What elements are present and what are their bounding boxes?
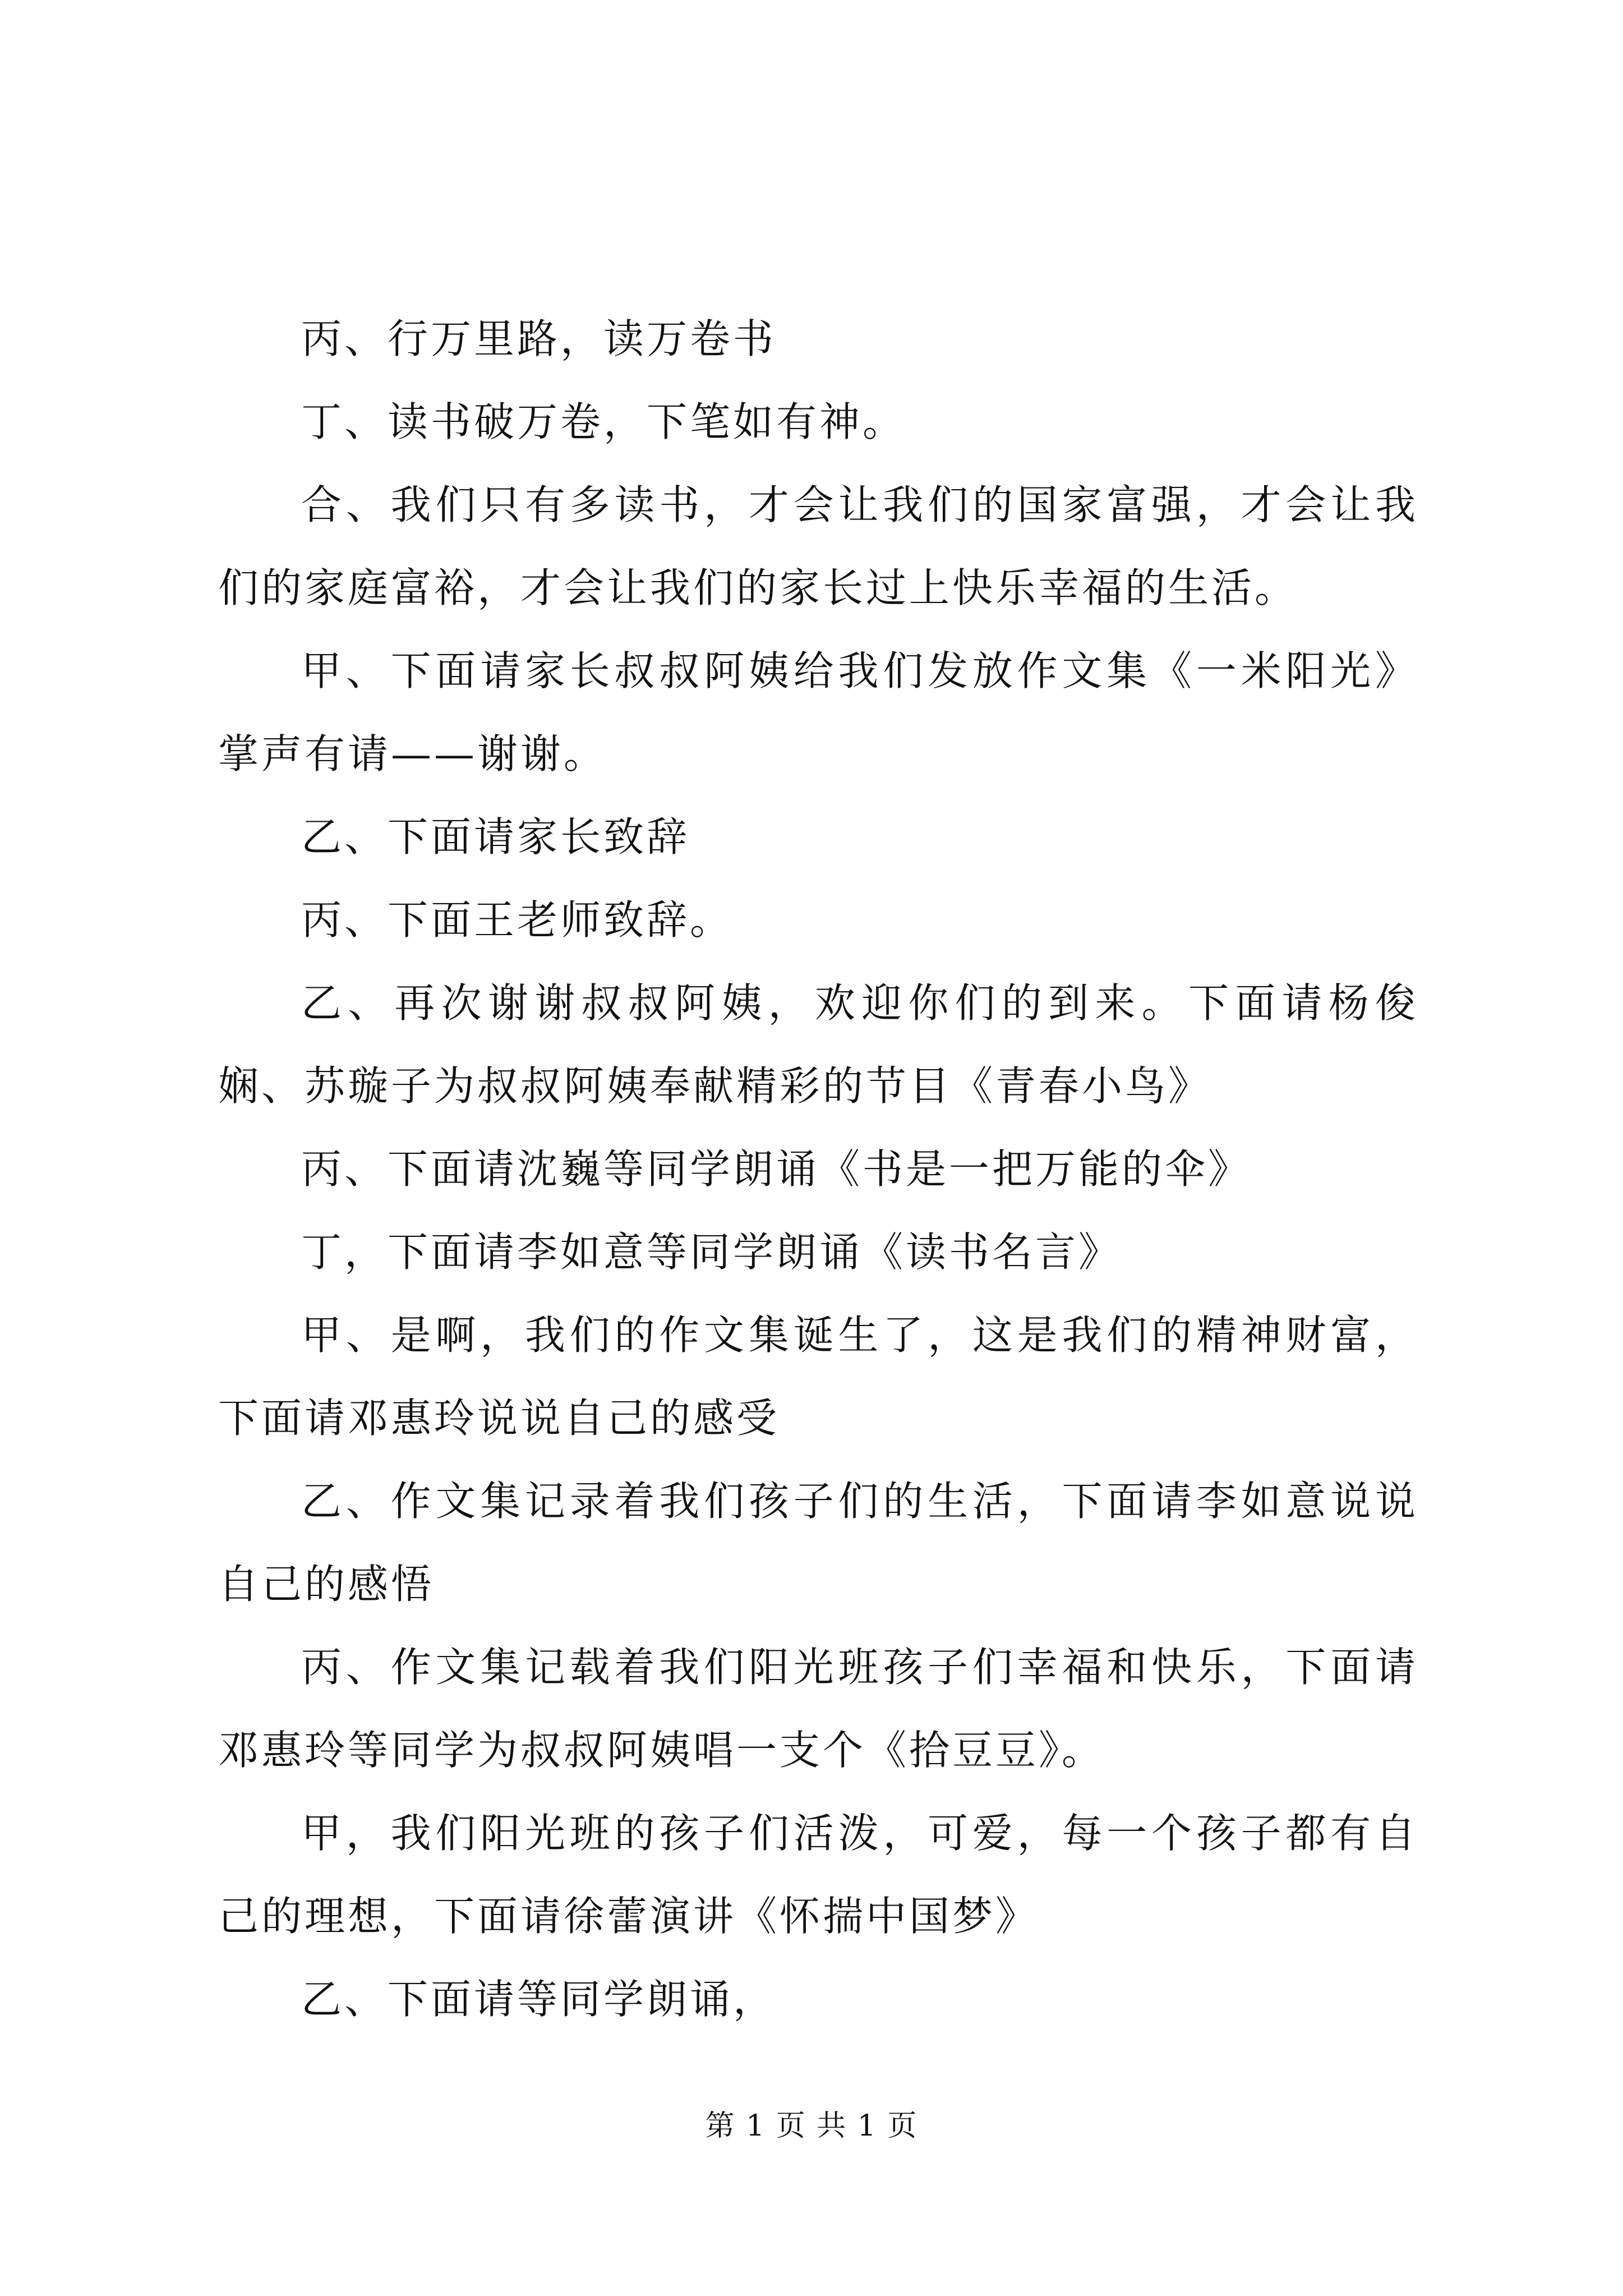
paragraph: 丙、作文集记载着我们阳光班孩子们幸福和快乐，下面请邓惠玲等同学为叔叔阿姨唱一支个《拾豆豆》。: [218, 1644, 1418, 1774]
paragraph: 丁、读书破万卷，下笔如有神。: [301, 398, 906, 445]
paragraph: 乙、作文集记录着我们孩子们的生活，下面请李如意说说自己的感悟: [218, 1478, 1418, 1608]
paragraph: 乙、再次谢谢叔叔阿姨，欢迎你们的到来。下面请杨俊娴、苏璇子为叔叔阿姨奉献精彩的节目《青春小鸟》: [218, 979, 1418, 1110]
paragraph: 乙、下面请等同学朗诵，: [301, 1976, 777, 2023]
paragraph: 合、我们只有多读书，才会让我们的国家富强，才会让我们的家庭富裕，才会让我们的家长过上快乐幸福的生活。: [218, 481, 1418, 611]
paragraph: 丁，下面请李如意等同学朗诵《读书名言》: [301, 1228, 1122, 1276]
paragraph: 丙、行万里路，读万卷书: [301, 315, 777, 362]
paragraph: 丙、下面王老师致辞。: [301, 896, 734, 944]
paragraph: 甲、是啊，我们的作文集诞生了，这是我们的精神财富，下面请邓惠玲说说自己的感受: [218, 1312, 1418, 1442]
page-footer: 第 1 页 共 1 页: [705, 2109, 918, 2143]
document-body: [218, 297, 1418, 2041]
paragraph: 乙、下面请家长致辞: [301, 813, 690, 861]
paragraph: 甲，我们阳光班的孩子们活泼，可爱，每一个孩子都有自己的理想，下面请徐蕾演讲《怀揣中国梦》: [218, 1810, 1418, 1940]
paragraph: 丙、下面请沈巍等同学朗诵《书是一把万能的伞》: [301, 1145, 1252, 1193]
paragraph: 甲、下面请家长叔叔阿姨给我们发放作文集《一米阳光》掌声有请——谢谢。: [218, 647, 1418, 777]
